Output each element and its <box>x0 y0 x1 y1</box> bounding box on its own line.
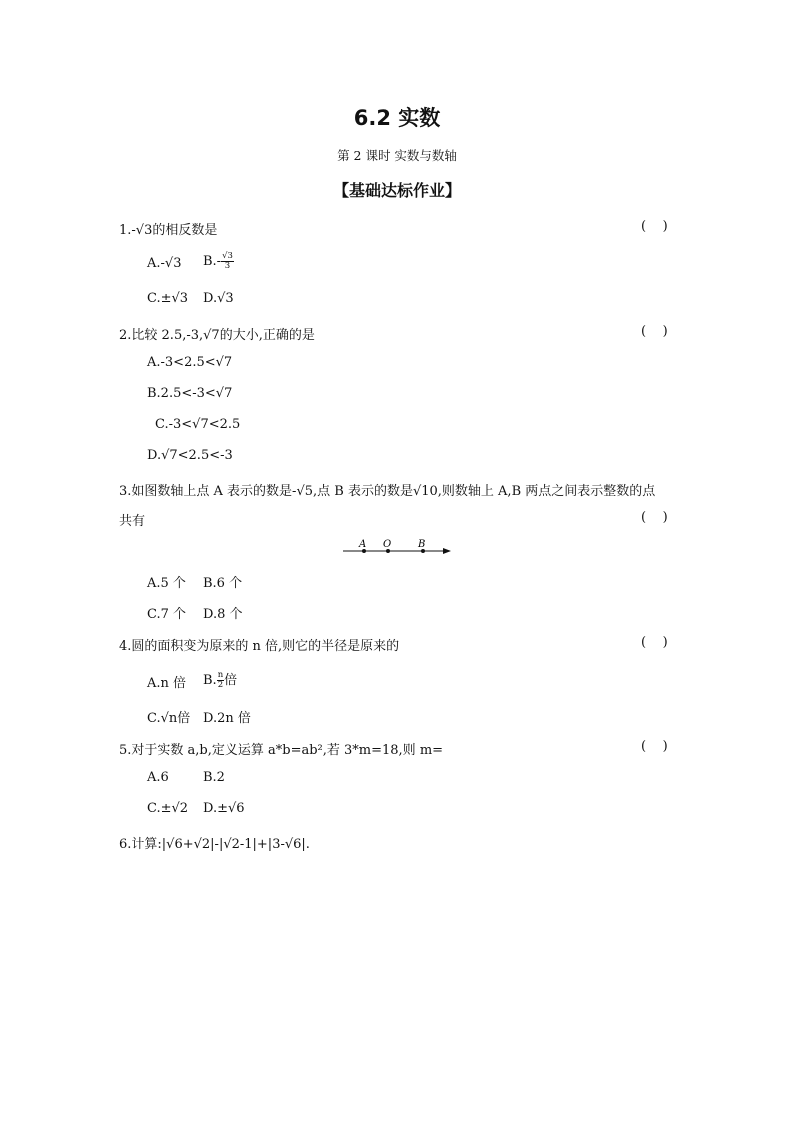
question-5-option-a: A.6 <box>147 770 169 785</box>
question-1-answer-paren: ( ) <box>641 219 668 234</box>
question-2-option-a: A.-3<2.5<√7 <box>147 355 233 370</box>
question-5-answer-paren: ( ) <box>641 739 668 754</box>
question-3-stem-line-1: 3.如图数轴上点 A 表示的数是-√5,点 B 表示的数是√10,则数轴上 A,B 两点之间表示整数的点 <box>119 484 656 499</box>
number-line-figure <box>338 536 454 558</box>
question-4-option-c: C.√n倍 <box>147 711 191 726</box>
question-4-answer-paren: ( ) <box>641 635 668 650</box>
point-b-label: B <box>418 539 426 550</box>
question-5-option-c: C.±√2 <box>147 801 189 816</box>
question-2-option-b: B.2.5<-3<√7 <box>147 386 233 401</box>
question-4-option-b-suffix: 倍 <box>224 673 238 688</box>
question-2-stem: 2.比较 2.5,-3,√7的大小,正确的是 <box>119 328 315 343</box>
question-5-option-d: D.±√6 <box>203 801 245 816</box>
question-1-stem: 1.-√3的相反数是 <box>119 223 218 238</box>
question-3-stem-line-2: 共有 <box>119 514 146 529</box>
question-6-stem: 6.计算:|√6+√2|-|√2-1|+|3-√6|. <box>119 837 310 852</box>
question-4-option-a: A.n 倍 <box>147 676 187 691</box>
question-3-option-a: A.5 个 <box>147 576 186 591</box>
number-line-arrow-icon <box>443 548 451 554</box>
point-a-label: A <box>359 539 367 550</box>
question-2-option-d: D.√7<2.5<-3 <box>147 448 233 463</box>
question-1-option-b-prefix: B.- <box>203 254 222 269</box>
question-4-stem: 4.圆的面积变为原来的 n 倍,则它的半径是原来的 <box>119 639 400 654</box>
question-3-option-b: B.6 个 <box>203 576 243 591</box>
section-heading: 【基础达标作业】 <box>332 181 461 200</box>
question-1-option-b <box>203 252 234 271</box>
question-1-option-d: D.√3 <box>203 291 234 306</box>
page-subtitle: 第 2 课时 实数与数轴 <box>337 148 457 163</box>
question-4-option-b-prefix: B. <box>203 673 217 688</box>
question-4-option-b <box>203 669 237 690</box>
question-3-option-c: C.7 个 <box>147 607 187 622</box>
page-title: 6.2 实数 <box>353 106 441 130</box>
question-1-option-b-fraction <box>221 252 234 271</box>
question-4-option-d: D.2n 倍 <box>203 711 251 726</box>
question-2-answer-paren: ( ) <box>641 324 668 339</box>
question-3-option-d: D.8 个 <box>203 607 243 622</box>
fraction-numerator: n <box>217 670 224 680</box>
point-o-label: O <box>383 539 392 550</box>
question-1-option-a: A.-√3 <box>147 256 182 271</box>
question-5-option-b: B.2 <box>203 770 225 785</box>
fraction-denominator: 3 <box>224 261 231 271</box>
question-2-option-c: C.-3<√7<2.5 <box>155 417 241 432</box>
question-1-option-c: C.±√3 <box>147 291 189 306</box>
question-5-stem: 5.对于实数 a,b,定义运算 a*b=ab²,若 3*m=18,则 m= <box>119 743 444 758</box>
fraction-denominator: 2 <box>217 680 224 690</box>
question-3-answer-paren: ( ) <box>641 510 668 525</box>
fraction-numerator: √3 <box>222 251 233 261</box>
